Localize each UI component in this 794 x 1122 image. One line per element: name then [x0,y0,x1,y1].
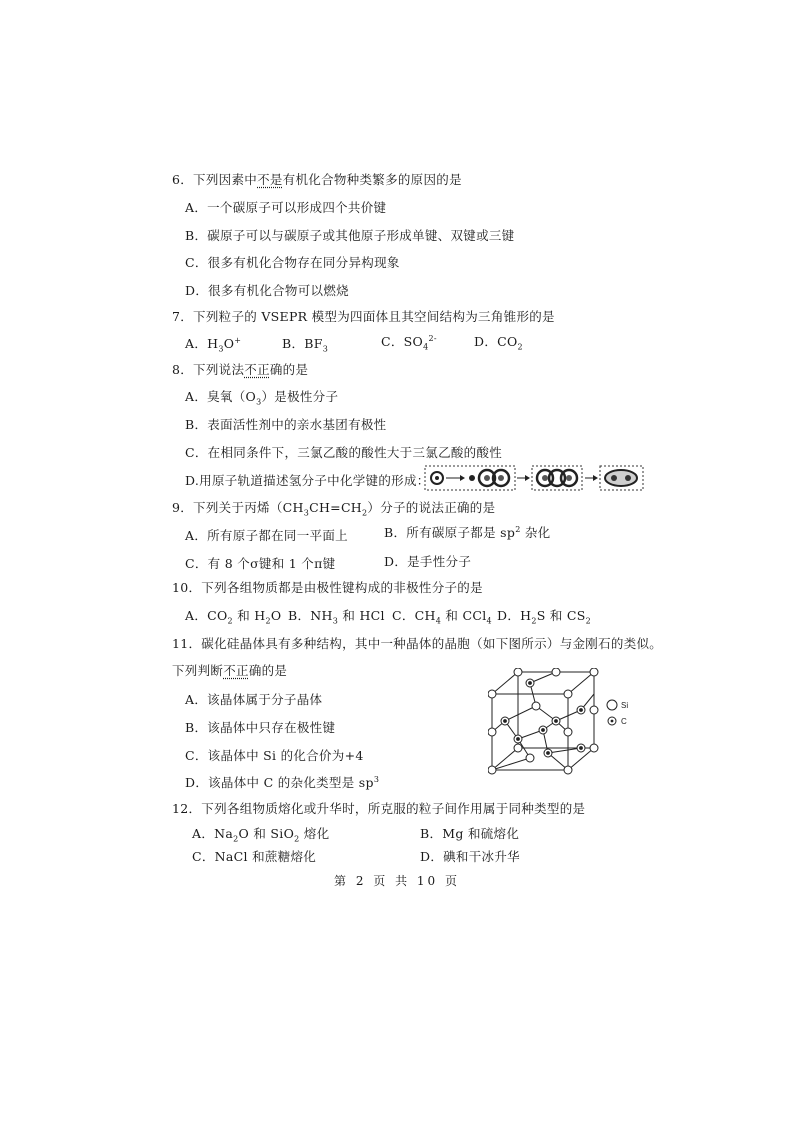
q6-option-b: B．碳原子可以与碳原子或其他原子形成单键、双键或三键 [185,228,515,243]
legend-si-label: Si [621,701,629,710]
q11-option-c: C．该晶体中 Si 的化合价为+4 [185,748,364,763]
orbital-overlapping-atoms [537,470,577,486]
q6-option-d: D．很多有机化合物可以燃烧 [185,283,349,298]
q7-option-c: C．$SO_4^{2-}$ [381,333,437,352]
q12-option-c: C．NaCl 和蔗糖熔化 [192,849,317,864]
q11-option-b: B．该晶体中只存在极性键 [185,720,336,735]
q11-option-a: A．该晶体属于分子晶体 [185,692,323,707]
q9-option-b: B．所有碳原子都是 $sp^2$ 杂化 [384,524,551,540]
q8-option-d: D.用原子轨道描述氢分子中化学键的形成： [185,473,430,488]
orbital-separate-atoms [431,470,509,486]
legend-c-label: C [621,717,627,726]
orbital-overlap-diagram [424,465,644,491]
crystal-legend [607,700,628,726]
q10-stem: 10．下列各组物质都是由极性键构成的非极性分子的是 [172,580,483,595]
page-footer: 第 2 页 共 10 页 [334,874,460,888]
q6-option-a: A．一个碳原子可以形成四个共价键 [185,200,387,215]
q10-option-b: B．$NH_3$ 和 HCl [288,608,385,626]
q10-option-d: D．$H_2S$ 和 $CS_2$ [497,608,592,626]
q12-option-b: B．Mg 和硫熔化 [420,826,520,841]
q12-option-d: D．碘和干冰升华 [420,849,520,864]
q7-option-d: D．$CO_2$ [474,334,523,352]
q8-stem: 8．下列说法不正确的是 [172,362,309,377]
q9-option-c: C．有 8 个σ键和 1 个π键 [185,556,336,571]
q10-option-a: A．$CO_2$ 和 $H_2O$ [185,608,282,626]
orbital-bonded-molecule [605,470,637,486]
q7-option-b: B．$BF_3$ [282,336,329,354]
q8-option-b: B．表面活性剂中的亲水基团有极性 [185,417,387,432]
orbital-arrowhead-1 [525,475,530,481]
q12-option-a: A．$Na_2O$ 和 SiO$_2$ 熔化 [192,826,330,844]
q11-option-d: D．该晶体中 C 的杂化类型是 $sp^3$ [185,774,380,790]
legend-si-marker [607,700,617,710]
q7-option-a: A．$H_3O^+$ [185,335,242,354]
q7-stem: 7．下列粒子的 VSEPR 模型为四面体且其空间结构为三角锥形的是 [172,309,555,324]
q11-stem-line1: 11．碳化硅晶体具有多种结构，其中一种晶体的晶胞（如下图所示）与金刚石的类似。 [172,636,663,651]
q8-option-c: C．在相同条件下，三氯乙酸的酸性大于三氯乙酸的酸性 [185,445,503,460]
sic-unit-cell-diagram [488,668,638,778]
q9-option-a: A．所有原子都在同一平面上 [185,528,348,543]
q9-option-d: D．是手性分子 [384,554,472,569]
q12-stem: 12．下列各组物质熔化或升华时，所克服的粒子间作用属于同种类型的是 [172,801,586,816]
q8-option-a: A．臭氧$(O_3)$是极性分子 [185,389,339,407]
q6-stem: 6．下列因素中不是有机化合物种类繁多的原因的是 [172,172,462,187]
q11-stem-line2: 下列判断不正确的是 [172,663,288,678]
q6-option-c: C．很多有机化合物存在同分异构现象 [185,255,400,270]
orbital-arrowhead-2 [593,475,598,481]
q10-option-c: C．$CH_4$ 和 CCl$_4$ [392,608,492,626]
q9-stem: 9．下列关于丙烯$(CH_3CH=CH_2)$分子的说法正确的是 [172,500,496,518]
